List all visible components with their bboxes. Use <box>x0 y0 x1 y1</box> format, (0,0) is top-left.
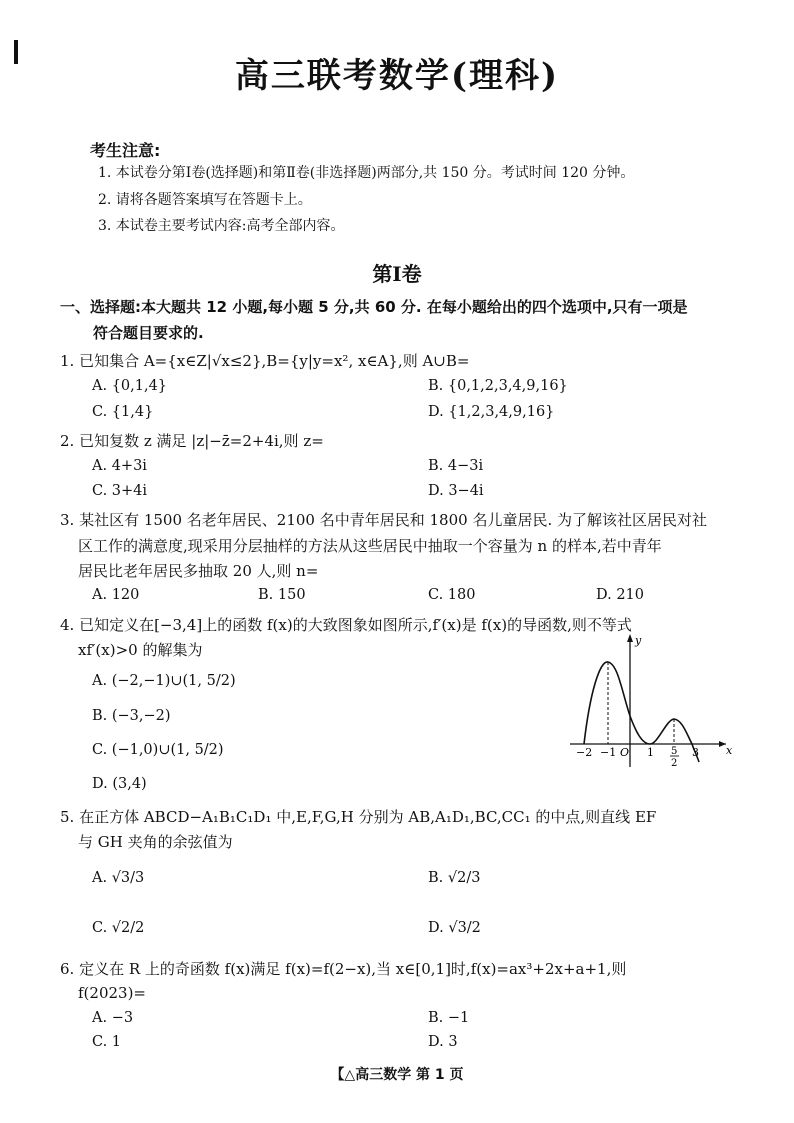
question-1-option-d: D. {1,2,3,4,9,16} <box>428 404 555 420</box>
notice-item-1: 1. 本试卷分第Ⅰ卷(选择题)和第Ⅱ卷(非选择题)两部分,共 150 分。考试时间 120 分钟。 <box>98 165 635 181</box>
question-5-line2: 与 GH 夹角的余弦值为 <box>78 833 233 851</box>
page-footer: 【△高三数学 第 1 页 <box>330 1067 464 1083</box>
question-6-option-c: C. 1 <box>92 1034 122 1050</box>
y-axis-label: y <box>635 634 642 647</box>
question-4-line2: xf′(x)>0 的解集为 <box>78 641 203 659</box>
question-5-option-a: A. √3/3 <box>92 870 145 886</box>
tick-3: 3 <box>692 746 699 759</box>
notice-heading: 考生注意: <box>90 141 161 160</box>
question-1-option-a: A. {0,1,4} <box>92 378 168 394</box>
tick-minus-1: −1 <box>600 746 617 759</box>
section-title: 第Ⅰ卷 <box>372 262 422 286</box>
tick-5-numerator: 5 <box>671 746 678 757</box>
question-2-option-c: C. 3+4i <box>92 483 148 499</box>
question-3-option-b: B. 150 <box>258 587 306 603</box>
question-1-option-b: B. {0,1,2,3,4,9,16} <box>428 378 568 394</box>
question-4-option-d: D. (3,4) <box>92 776 147 792</box>
question-6-line1: 6. 定义在 R 上的奇函数 f(x)满足 f(x)=f(2−x),当 x∈[0,1]时,f(x)=ax³+2x+a+1,则 <box>60 960 627 978</box>
question-3-option-a: A. 120 <box>92 587 140 603</box>
x-axis-arrow <box>719 741 726 747</box>
part-instructions-line1: 一、选择题:本大题共 12 小题,每小题 5 分,共 60 分. 在每小题给出的四个选项中,只有一项是 <box>60 298 688 316</box>
question-3-line2: 区工作的满意度,现采用分层抽样的方法从这些居民中抽取一个容量为 n 的样本,若中青年 <box>78 537 662 555</box>
question-6-option-b: B. −1 <box>428 1010 470 1026</box>
question-2-option-b: B. 4−3i <box>428 458 484 474</box>
question-5-option-d: D. √3/2 <box>428 920 481 936</box>
function-graph <box>566 632 736 772</box>
question-2-option-a: A. 4+3i <box>92 458 147 474</box>
question-5-option-c: C. √2/2 <box>92 920 145 936</box>
question-6-option-d: D. 3 <box>428 1034 458 1050</box>
question-4-option-b: B. (−3,−2) <box>92 708 171 724</box>
question-3-option-c: C. 180 <box>428 587 476 603</box>
question-4-line1: 4. 已知定义在[−3,4]上的函数 f(x)的大致图象如图所示,f′(x)是 f(x)的导函数,则不等式 <box>60 616 632 634</box>
question-2-stem: 2. 已知复数 z 满足 |z|−z̄=2+4i,则 z= <box>60 432 324 450</box>
notice-item-3: 3. 本试卷主要考试内容:高考全部内容。 <box>98 218 345 234</box>
question-5-option-b: B. √2/3 <box>428 870 481 886</box>
question-4-option-c: C. (−1,0)∪(1, 5/2) <box>92 742 224 758</box>
tick-minus-2: −2 <box>576 746 593 759</box>
question-2-option-d: D. 3−4i <box>428 483 484 499</box>
question-3-option-d: D. 210 <box>596 587 645 603</box>
question-5-line1: 5. 在正方体 ABCD−A₁B₁C₁D₁ 中,E,F,G,H 分别为 AB,A₁D₁,BC,CC₁ 的中点,则直线 EF <box>60 808 657 826</box>
question-6-line2: f(2023)= <box>78 984 146 1002</box>
question-3-line3: 居民比老年居民多抽取 20 人,则 n= <box>78 562 319 580</box>
question-6-option-a: A. −3 <box>92 1010 134 1026</box>
question-1-option-c: C. {1,4} <box>92 404 154 420</box>
y-axis-arrow <box>627 634 633 642</box>
part-instructions-line2: 符合题目要求的. <box>93 324 204 342</box>
tick-5-denominator: 2 <box>671 758 678 769</box>
question-3-line1: 3. 某社区有 1500 名老年居民、2100 名中青年居民和 1800 名儿童居民. 为了解该社区居民对社 <box>60 511 707 529</box>
question-1-stem: 1. 已知集合 A={x∈Z|√x≤2},B={y|y=x², x∈A},则 A∪B= <box>60 352 470 370</box>
notice-item-2: 2. 请将各题答案填写在答题卡上。 <box>98 192 312 208</box>
question-4-option-a: A. (−2,−1)∪(1, 5/2) <box>92 673 236 689</box>
tick-origin: O <box>620 746 630 759</box>
x-axis-label: x <box>726 744 733 757</box>
tick-1: 1 <box>647 746 654 759</box>
page-title: 高三联考数学(理科) <box>234 56 560 96</box>
